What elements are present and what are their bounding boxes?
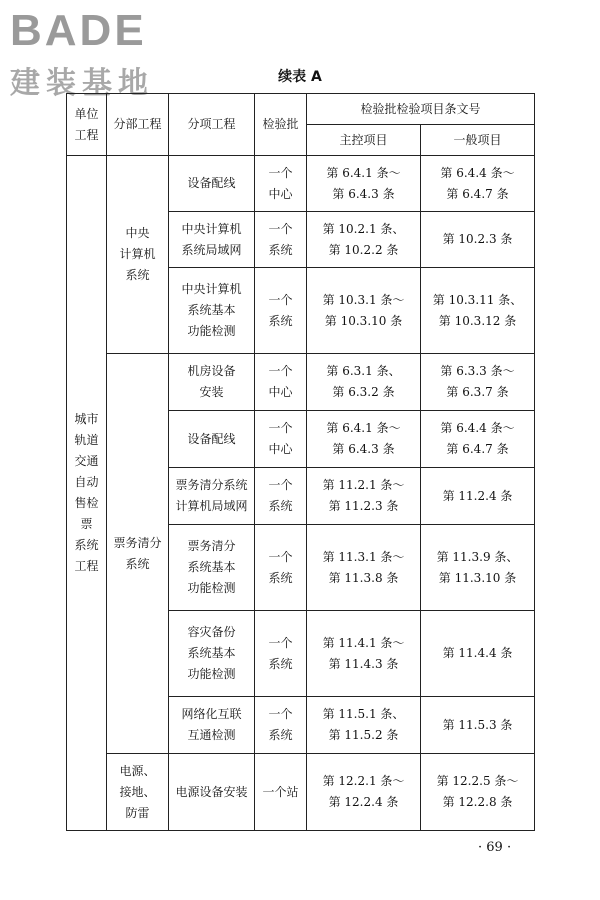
general-cell: 第 11.4.4 条 bbox=[421, 611, 535, 697]
header-clause-group: 检验批检验项目条文号 bbox=[307, 94, 535, 125]
main-cell: 第 11.3.1 条～ 第 11.3.8 条 bbox=[307, 525, 421, 611]
main-cell: 第 6.3.1 条、 第 6.3.2 条 bbox=[307, 354, 421, 411]
item-cell: 容灾备份 系统基本 功能检测 bbox=[169, 611, 255, 697]
header-unit: 单位 工程 bbox=[67, 94, 107, 156]
general-cell: 第 11.5.3 条 bbox=[421, 697, 535, 754]
table-row bbox=[67, 354, 535, 411]
main-cell: 第 10.3.1 条～ 第 10.3.10 条 bbox=[307, 268, 421, 354]
group-cell: 电源、 接地、 防雷 bbox=[107, 754, 169, 831]
item-cell: 设备配线 bbox=[169, 411, 255, 468]
general-cell: 第 6.3.3 条～ 第 6.3.7 条 bbox=[421, 354, 535, 411]
batch-cell: 一个 中心 bbox=[255, 156, 307, 212]
general-cell: 第 12.2.5 条～ 第 12.2.8 条 bbox=[421, 754, 535, 831]
item-cell: 机房设备 安装 bbox=[169, 354, 255, 411]
batch-cell: 一个站 bbox=[255, 754, 307, 831]
item-cell: 中央计算机 系统基本 功能检测 bbox=[169, 268, 255, 354]
item-cell: 票务清分 系统基本 功能检测 bbox=[169, 525, 255, 611]
batch-cell: 一个 系统 bbox=[255, 468, 307, 525]
general-cell: 第 11.2.4 条 bbox=[421, 468, 535, 525]
header-main: 主控项目 bbox=[307, 125, 421, 156]
main-cell: 第 12.2.1 条～ 第 12.2.4 条 bbox=[307, 754, 421, 831]
header-batch: 检验批 bbox=[255, 94, 307, 156]
main-cell: 第 11.2.1 条～ 第 11.2.3 条 bbox=[307, 468, 421, 525]
item-cell: 设备配线 bbox=[169, 156, 255, 212]
main-cell: 第 6.4.1 条～ 第 6.4.3 条 bbox=[307, 411, 421, 468]
batch-cell: 一个 系统 bbox=[255, 268, 307, 354]
item-cell: 网络化互联 互通检测 bbox=[169, 697, 255, 754]
logo-brand: BADE bbox=[10, 6, 147, 55]
group-cell: 票务清分 系统 bbox=[107, 354, 169, 754]
main-cell: 第 11.5.1 条、 第 11.5.2 条 bbox=[307, 697, 421, 754]
batch-cell: 一个 中心 bbox=[255, 411, 307, 468]
main-cell: 第 10.2.1 条、 第 10.2.2 条 bbox=[307, 212, 421, 268]
item-cell: 中央计算机 系统局域网 bbox=[169, 212, 255, 268]
header-general: 一般项目 bbox=[421, 125, 535, 156]
general-cell: 第 10.2.3 条 bbox=[421, 212, 535, 268]
general-cell: 第 6.4.4 条～ 第 6.4.7 条 bbox=[421, 156, 535, 212]
logo-subtitle: 建装基地 bbox=[10, 66, 154, 101]
main-cell: 第 11.4.1 条～ 第 11.4.3 条 bbox=[307, 611, 421, 697]
group-cell: 中央 计算机 系统 bbox=[107, 156, 169, 354]
page-title: 续表 A bbox=[278, 69, 322, 85]
page-number: · 69 · bbox=[478, 840, 512, 855]
batch-cell: 一个 中心 bbox=[255, 354, 307, 411]
table-row bbox=[67, 156, 535, 212]
inspection-table bbox=[66, 93, 535, 831]
item-cell: 电源设备安装 bbox=[169, 754, 255, 831]
batch-cell: 一个 系统 bbox=[255, 611, 307, 697]
batch-cell: 一个 系统 bbox=[255, 212, 307, 268]
general-cell: 第 11.3.9 条、 第 11.3.10 条 bbox=[421, 525, 535, 611]
item-cell: 票务清分系统 计算机局域网 bbox=[169, 468, 255, 525]
general-cell: 第 6.4.4 条～ 第 6.4.7 条 bbox=[421, 411, 535, 468]
table-row bbox=[67, 754, 535, 831]
unit-cell: 城市 轨道 交通 自动 售检 票 系统 工程 bbox=[67, 156, 107, 831]
header-sub-project: 分部工程 bbox=[107, 94, 169, 156]
main-cell: 第 6.4.1 条～ 第 6.4.3 条 bbox=[307, 156, 421, 212]
batch-cell: 一个 系统 bbox=[255, 697, 307, 754]
general-cell: 第 10.3.11 条、 第 10.3.12 条 bbox=[421, 268, 535, 354]
header-item-project: 分项工程 bbox=[169, 94, 255, 156]
batch-cell: 一个 系统 bbox=[255, 525, 307, 611]
